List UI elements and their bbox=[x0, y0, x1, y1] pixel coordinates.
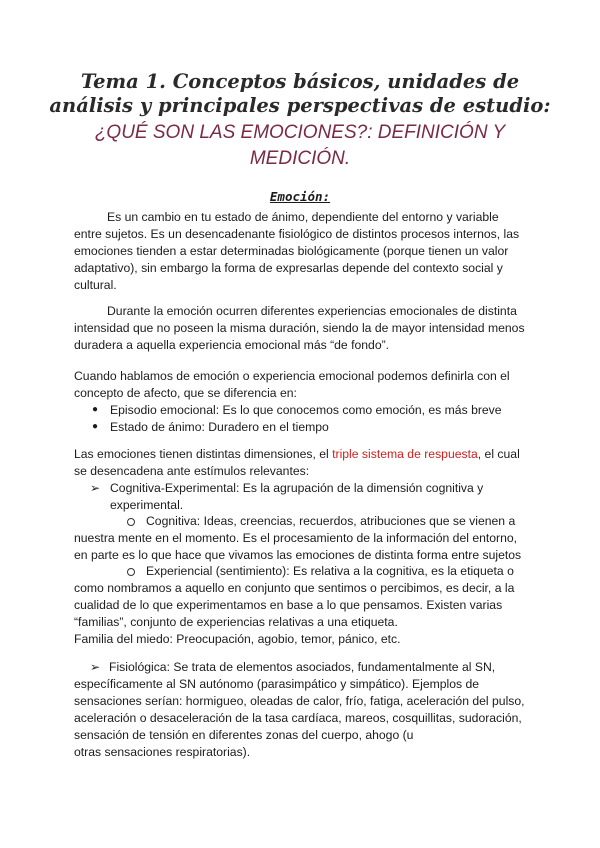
list-item: Cognitiva-Experimental: Es la agrupación de la dimensión cognitiva y bbox=[110, 481, 484, 495]
text-line: sensaciones serían: hormigueo, oleadas de calor, frío, fatiga, aceleración del pulso, bbox=[74, 694, 525, 708]
bullet-dot-icon: ● bbox=[92, 421, 99, 432]
text-line: Familia del miedo: Preocupación, agobio, temor, pánico, etc. bbox=[74, 632, 401, 646]
text-line: duradera a aquella experiencia emocional más “de fondo”. bbox=[74, 338, 390, 352]
list-item: Fisiológica: Se trata de elementos asociados, fundamentalmente al SN, bbox=[109, 660, 496, 674]
subtitle-line: ¿QUÉ SON LAS EMOCIONES?: DEFINICIÓN Y bbox=[94, 122, 506, 143]
page-title bbox=[40, 70, 560, 118]
text-line: Cuando hablamos de emoción o experiencia emocional podemos definirla con el bbox=[74, 369, 510, 383]
text-line: emociones tienden a estar determinadas biológicamente (porque tienen un valor bbox=[74, 244, 509, 258]
text-line: Es un cambio en tu estado de ánimo, dependiente del entorno y variable bbox=[107, 210, 499, 224]
list-item: Estado de ánimo: Duradero en el tiempo bbox=[110, 420, 329, 434]
text-line: concepto de afecto, que se diferencia en: bbox=[74, 386, 297, 400]
subtitle-line: MEDICIÓN. bbox=[249, 148, 351, 169]
arrow-bullet-icon: ➢ bbox=[90, 481, 101, 495]
text-line: sensación de tensión en diferentes zonas del cuerpo, ahogo (u bbox=[74, 728, 414, 742]
circle-bullet-icon bbox=[127, 518, 135, 526]
section-heading: Emoción: bbox=[269, 189, 331, 204]
list-item: Episodio emocional: Es lo que conocemos como emoción, es más breve bbox=[110, 403, 502, 417]
text-line: aceleración o desaceleración de la tasa cardíaca, mareos, cosquillitas, sudoración, bbox=[74, 711, 522, 725]
text-line: cualidad de lo que experimentamos en base a lo que pensamos. Existen varias bbox=[74, 598, 503, 612]
circle-bullet-icon bbox=[127, 568, 135, 576]
text-line: entre sujetos. Es un desencadenante fisiológico de distintos procesos internos, las bbox=[74, 227, 520, 241]
text-line: cultural. bbox=[74, 278, 117, 292]
text-segment: , el cual bbox=[477, 447, 520, 461]
text-line: nuestra mente en el momento. Es el procesamiento de la información del entorno, bbox=[74, 531, 518, 545]
arrow-bullet-icon: ➢ bbox=[90, 660, 101, 674]
list-item: Cognitiva: Ideas, creencias, recuerdos, atribuciones que se vienen a bbox=[146, 514, 516, 528]
text-line: experimental. bbox=[110, 498, 184, 512]
text-line: específicamente al SN autónomo (parasimpático y simpático). Ejemplos de bbox=[74, 677, 480, 691]
text-line: Durante la emoción ocurren diferentes experiencias emocionales de distinta bbox=[107, 304, 517, 318]
text-line: como nombramos a aquello en conjunto que sentimos o percibimos, es decir, a la bbox=[74, 581, 515, 595]
text-line: otras sensaciones respiratorias). bbox=[74, 745, 251, 759]
page-subtitle bbox=[40, 120, 560, 172]
text-segment: Las emociones tienen distintas dimensiones, el bbox=[74, 447, 333, 461]
text-line: intensidad que no poseen la misma duración, siendo la de mayor intensidad menos bbox=[74, 321, 525, 335]
bullet-dot-icon: ● bbox=[92, 404, 99, 415]
text-line: en parte es lo que hace que vivamos las emociones de distinta forma entre sujetos bbox=[74, 548, 522, 562]
highlight-text: triple sistema de respuesta bbox=[332, 447, 478, 461]
text-line: “familias”, conjunto de experiencias relativas a una etiqueta. bbox=[74, 615, 398, 629]
title-line: Tema 1. Conceptos básicos, unidades de bbox=[80, 70, 520, 93]
text-line bbox=[74, 446, 520, 462]
list-item: Experiencial (sentimiento): Es relativa a la cognitiva, es la etiqueta o bbox=[146, 564, 514, 578]
title-line: análisis y principales perspectivas de estudio: bbox=[49, 94, 551, 117]
text-line: se desencadena ante estímulos relevantes: bbox=[74, 464, 310, 478]
text-line: adaptativo), sin embargo la forma de expresarlas depende del contexto social y bbox=[74, 261, 503, 275]
